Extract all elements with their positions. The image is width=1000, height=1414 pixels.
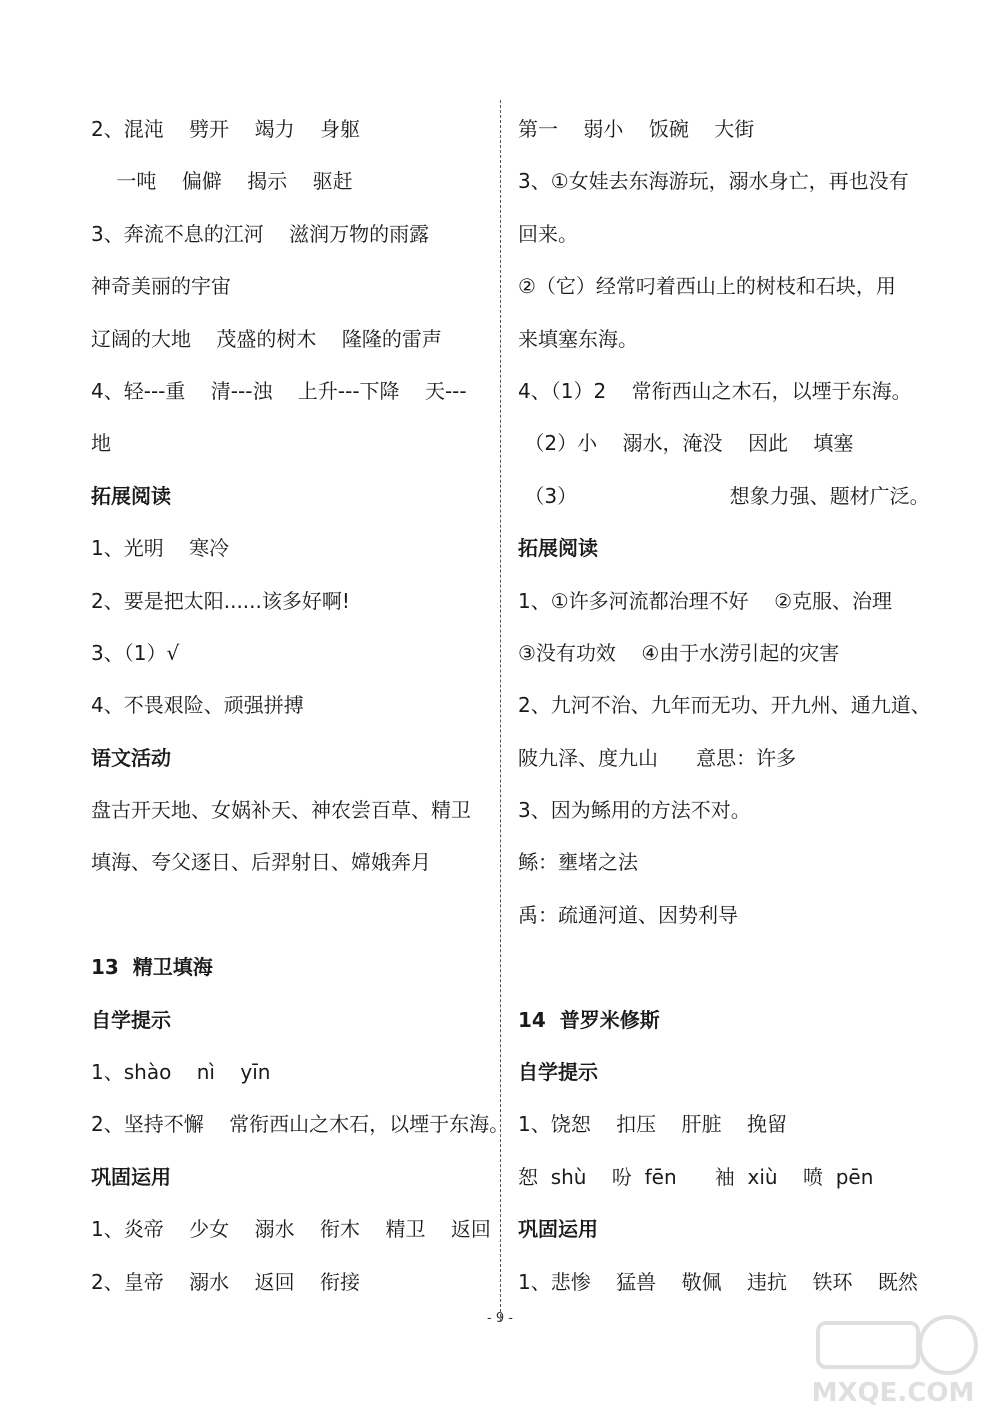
answer-line: 一吨 偏僻 揭示 驱赶 xyxy=(91,169,353,194)
section-heading: 自学提示 xyxy=(518,1060,598,1085)
answer-line: 恕 shù 吩 fēn 袖 xiù 喷 pēn xyxy=(518,1164,874,1189)
answer-line: 3、（1）√ xyxy=(91,640,180,665)
answer-line: （3） 想象力强、题材广泛。 xyxy=(518,483,930,508)
answer-line: 盘古开天地、女娲补天、神农尝百草、精卫 xyxy=(91,798,471,823)
answer-line: 第一 弱小 饭碗 大街 xyxy=(518,117,755,141)
answer-line: ②（它）经常叼着西山上的树枝和石块，用 xyxy=(518,274,896,299)
answer-line: 回来。 xyxy=(518,221,578,246)
answer-line: 鲧：壅堵之法 xyxy=(518,850,638,875)
right-column xyxy=(518,103,931,1308)
section-heading: 巩固运用 xyxy=(518,1217,598,1242)
answer-line: 3、奔流不息的江河 滋润万物的雨露 xyxy=(91,221,430,246)
answer-line: 填海、夸父逐日、后羿射日、嫦娥奔月 xyxy=(91,850,431,875)
section-heading: 14 普罗米修斯 xyxy=(518,1007,660,1032)
answer-line: 陂九泽、度九山 意思：许多 xyxy=(518,745,797,770)
answer-line: 4、（1）2 常衔西山之木石，以堙于东海。 xyxy=(518,378,912,403)
answer-line: 2、皇帝 溺水 返回 衔接 xyxy=(91,1269,361,1294)
answer-line: 1、shào nì yīn xyxy=(91,1060,271,1085)
watermark-logo xyxy=(798,1313,988,1408)
section-heading: 巩固运用 xyxy=(91,1164,171,1189)
answer-line: 辽阔的大地 茂盛的树木 隆隆的雷声 xyxy=(91,326,442,351)
answer-line: 4、不畏艰险、顽强拼搏 xyxy=(91,693,304,718)
answer-line: 1、光明 寒冷 xyxy=(91,536,230,561)
section-heading: 自学提示 xyxy=(91,1007,171,1032)
column-divider xyxy=(500,100,501,1322)
answer-line: 4、轻---重 清---浊 上升---下降 天--- xyxy=(91,378,467,403)
page-number: - 9 - xyxy=(487,1311,513,1326)
answer-line: 地 xyxy=(91,431,111,456)
answer-line: 3、因为鲧用的方法不对。 xyxy=(518,798,751,823)
section-heading: 13 精卫填海 xyxy=(91,955,213,980)
answer-line: 1、饶恕 扣压 肝脏 挽留 xyxy=(518,1112,788,1137)
section-heading: 语文活动 xyxy=(91,745,171,770)
left-column xyxy=(91,103,510,1308)
watermark-text: MXQE.COM xyxy=(811,1378,975,1408)
watermark-seal-icon xyxy=(798,1313,988,1383)
answer-line: 2、坚持不懈 常衔西山之木石，以堙于东海。 xyxy=(91,1112,510,1137)
answer-line: 1、悲惨 猛兽 敬佩 违抗 铁环 既然 xyxy=(518,1269,918,1294)
answer-line: 神奇美丽的宇宙 xyxy=(91,274,231,299)
answer-line xyxy=(91,889,491,941)
answer-line: 禹：疏通河道、因势利导 xyxy=(518,902,738,927)
answer-line: （2）小 溺水，淹没 因此 填塞 xyxy=(518,431,854,456)
answer-line: ③没有功效 ④由于水涝引起的灾害 xyxy=(518,640,840,665)
answer-line: 来填塞东海。 xyxy=(518,326,638,351)
answer-line xyxy=(518,941,918,993)
answer-line: 3、①女娃去东海游玩，溺水身亡，再也没有 xyxy=(518,169,909,194)
answer-line: 2、要是把太阳......该多好啊! xyxy=(91,588,350,613)
answer-line: 1、炎帝 少女 溺水 衔木 精卫 返回 xyxy=(91,1217,491,1242)
answer-line: 2、混沌 劈开 竭力 身躯 xyxy=(91,117,361,141)
section-heading: 拓展阅读 xyxy=(518,536,598,561)
answer-line: 1、①许多河流都治理不好 ②克服、治理 xyxy=(518,588,893,613)
answer-line: 2、九河不治、九年而无功、开九州、通九道、 xyxy=(518,693,931,718)
section-heading: 拓展阅读 xyxy=(91,483,171,508)
